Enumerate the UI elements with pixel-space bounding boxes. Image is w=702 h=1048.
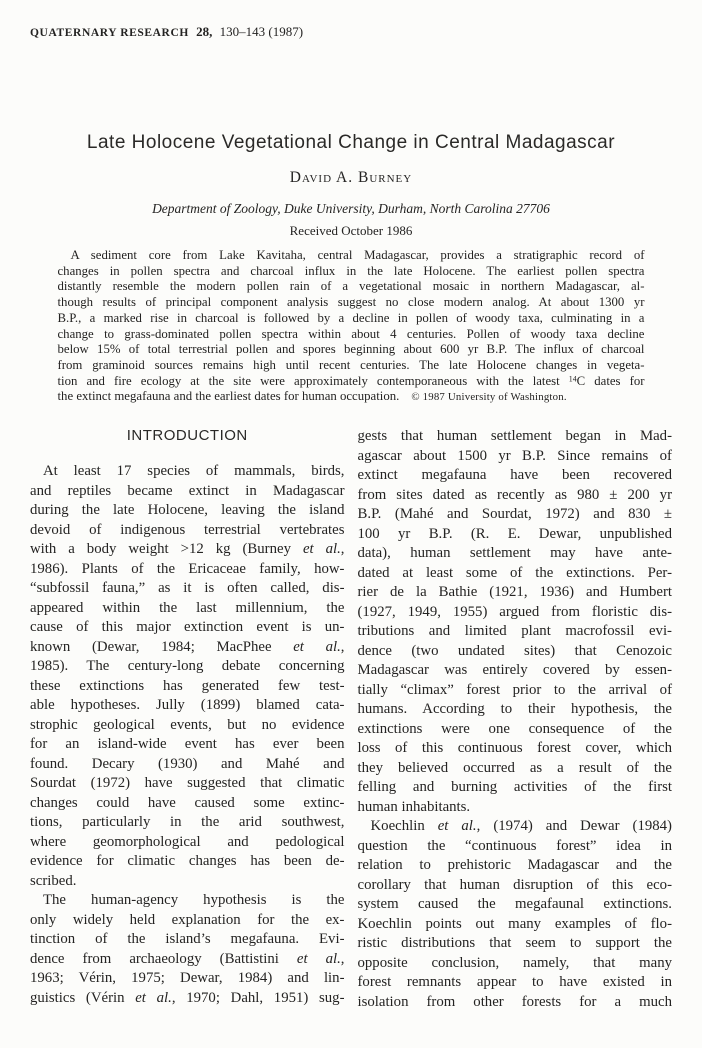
left-column-text <box>30 462 345 1008</box>
text-line: with a body weight >12 kg (Burney et al., <box>30 541 345 558</box>
text-line: relation to prehistoric Madagascar and the <box>357 857 672 874</box>
right-column <box>358 427 673 1012</box>
text-line: from graminoid sources remains high until recent centuries. The late Holocene changes in vegeta- <box>57 357 645 372</box>
text-line: evidence for climatic changes has been de- <box>30 853 345 870</box>
text-line: extinctions were one consequence of the <box>357 720 672 737</box>
text-line: ristic distributions that seem to support the <box>357 935 672 952</box>
text-line: tributions and limited plant macrofossil evi- <box>357 623 672 640</box>
received-date: Received October 1986 <box>289 223 413 238</box>
journal-pages-year: 130–143 (1987) <box>219 24 304 39</box>
text-line: human inhabitants. <box>357 798 471 815</box>
text-line: able hypotheses. Jully (1899) blamed cata- <box>30 697 345 714</box>
text-line: 100 yr B.P. (R. E. Dewar, unpublished <box>357 525 672 542</box>
text-line: where geomorphological and pedological <box>30 833 345 850</box>
paragraph <box>358 817 673 1012</box>
text-line: devoid of indigenous terrestrial vertebrates <box>30 521 345 538</box>
text-line: only widely held explanation for the ex- <box>30 911 345 928</box>
text-line: At least 17 species of mammals, birds, <box>43 463 345 480</box>
introduction-heading: INTRODUCTION <box>126 427 248 445</box>
text-line: known (Dewar, 1984; MacPhee et al., <box>30 638 345 655</box>
left-column <box>30 427 345 1012</box>
text-line: they believed occurred as a result of the <box>357 759 672 776</box>
text-line: corollary that human disruption of this eco- <box>357 876 672 893</box>
journal-volume: 28, <box>196 24 213 39</box>
text-line: humans. According to their hypothesis, the <box>357 701 672 718</box>
text-line: changes could have caused some extinc- <box>30 794 345 811</box>
text-line: during the late Holocene, leaving the island <box>30 502 345 519</box>
abstract <box>58 248 645 406</box>
paper-title: Late Holocene Vegetational Change in Central Madagascar <box>86 132 616 153</box>
text-line: rier de la Bathie (1921, 1936) and Humbert <box>357 584 672 601</box>
text-line: the extinct megafauna and the earliest dates for human occupation. © 1987 University of Washington. <box>57 389 567 404</box>
journal-header <box>30 24 702 40</box>
text-line: The human-agency hypothesis is the <box>43 892 345 909</box>
text-line: Madagascar was entirely covered by essen- <box>357 662 672 679</box>
text-line: for an island-wide event has ever been <box>30 736 345 753</box>
author-affiliation: Department of Zoology, Duke University, Durham, North Carolina 27706 <box>152 201 550 216</box>
text-line: distantly resemble the modern pollen rain of a vegetational mosaic in northern Madagascar, al- <box>57 279 645 294</box>
text-line: data), human settlement may have ante- <box>357 545 672 562</box>
text-line: system caused the megafaunal extinctions. <box>357 896 672 913</box>
text-line: dence (two undated sites) that Cenozoic <box>357 642 672 659</box>
text-line: tinction of the island’s megafauna. Evi- <box>30 931 345 948</box>
text-line: forest remnants appear to have existed in <box>357 974 672 991</box>
text-line: (1927, 1949, 1955) argued from floristic dis- <box>357 603 672 620</box>
author-name: David A. Burney <box>289 169 413 186</box>
text-line: scribed. <box>30 872 77 889</box>
text-line: tion and fire ecology at the site were approximately contemporaneous with the latest $^{14}$C dates for <box>57 373 645 388</box>
text-line: isolation from other forests for a much <box>357 993 672 1010</box>
text-line: “subfossil fauna,” as it is often called, dis- <box>30 580 345 597</box>
paper-page <box>0 24 702 1048</box>
text-line: Koechlin et al., (1974) and Dewar (1984) <box>370 818 672 835</box>
body-columns <box>30 427 672 1012</box>
text-line: 1985). The century-long debate concerning <box>30 658 345 675</box>
text-line: from sites dated as recently as 980 ± 200 yr <box>357 486 672 503</box>
text-line: extinct megafauna have been recovered <box>357 467 672 484</box>
text-line: question the “continuous forest” idea in <box>357 837 672 854</box>
text-line: changes in pollen spectra and charcoal influx in the late Holocene. The earliest pollen spectra <box>57 263 645 278</box>
text-line: and reptiles became extinct in Madagascar <box>30 482 345 499</box>
text-line: cause of this major extinction event is un- <box>30 619 345 636</box>
text-line: below 15% of total terrestrial pollen and spores beginning about 600 yr B.P. The influx of charcoal <box>57 342 645 357</box>
right-column-text <box>358 427 673 1012</box>
text-line: strophic geological events, but no evidence <box>30 716 345 733</box>
text-line: though results of principal component analysis suggest no close modern analog. At about 1300 yr <box>57 295 645 310</box>
text-line: these extinctions has generated few test- <box>30 677 345 694</box>
paragraph <box>30 891 345 1008</box>
text-line: found. Decary (1930) and Mahé and <box>30 755 345 772</box>
text-line: tially “climax” forest prior to the arrival of <box>357 681 672 698</box>
text-line: appeared within the last millennium, the <box>30 599 345 616</box>
journal-name: QUATERNARY RESEARCH <box>30 27 189 39</box>
text-line: 1963; Vérin, 1975; Dewar, 1984) and lin- <box>30 970 345 987</box>
text-line: opposite conclusion, namely, that many <box>357 954 672 971</box>
paragraph <box>358 427 673 817</box>
text-line: felling and burning activities of the first <box>357 779 672 796</box>
text-line: dence from archaeology (Battistini et al., <box>30 950 345 967</box>
copyright-note: © 1987 University of Washington. <box>411 391 567 404</box>
text-line: B.P., a marked rise in charcoal is followed by a decline in pollen of woody taxa, culminating in a <box>57 310 645 325</box>
text-line: tions, particularly in the arid southwest, <box>30 814 345 831</box>
text-line: gests that human settlement began in Mad- <box>357 428 672 445</box>
text-line: B.P. (Mahé and Sourdat, 1972) and 830 ± <box>357 506 672 523</box>
text-line: guistics (Vérin et al., 1970; Dahl, 1951) sug- <box>30 989 345 1006</box>
text-line: loss of this continuous forest cover, which <box>357 740 672 757</box>
text-line: 1986). Plants of the Ericaceae family, how- <box>30 560 345 577</box>
text-line: dated at least some of the extinctions. Per- <box>357 564 672 581</box>
text-line: agascar about 1500 yr B.P. Since remains of <box>357 447 672 464</box>
text-line: Sourdat (1972) have suggested that climatic <box>30 775 345 792</box>
text-line: change to grass-dominated pollen spectra within about 4 centuries. Pollen of woody taxa decline <box>57 326 645 341</box>
paragraph <box>30 462 345 891</box>
paragraph <box>58 248 645 406</box>
text-line: Koechlin points out many examples of flo- <box>357 915 672 932</box>
text-line: A sediment core from Lake Kavitaha, central Madagascar, provides a stratigraphic record of <box>70 248 645 262</box>
